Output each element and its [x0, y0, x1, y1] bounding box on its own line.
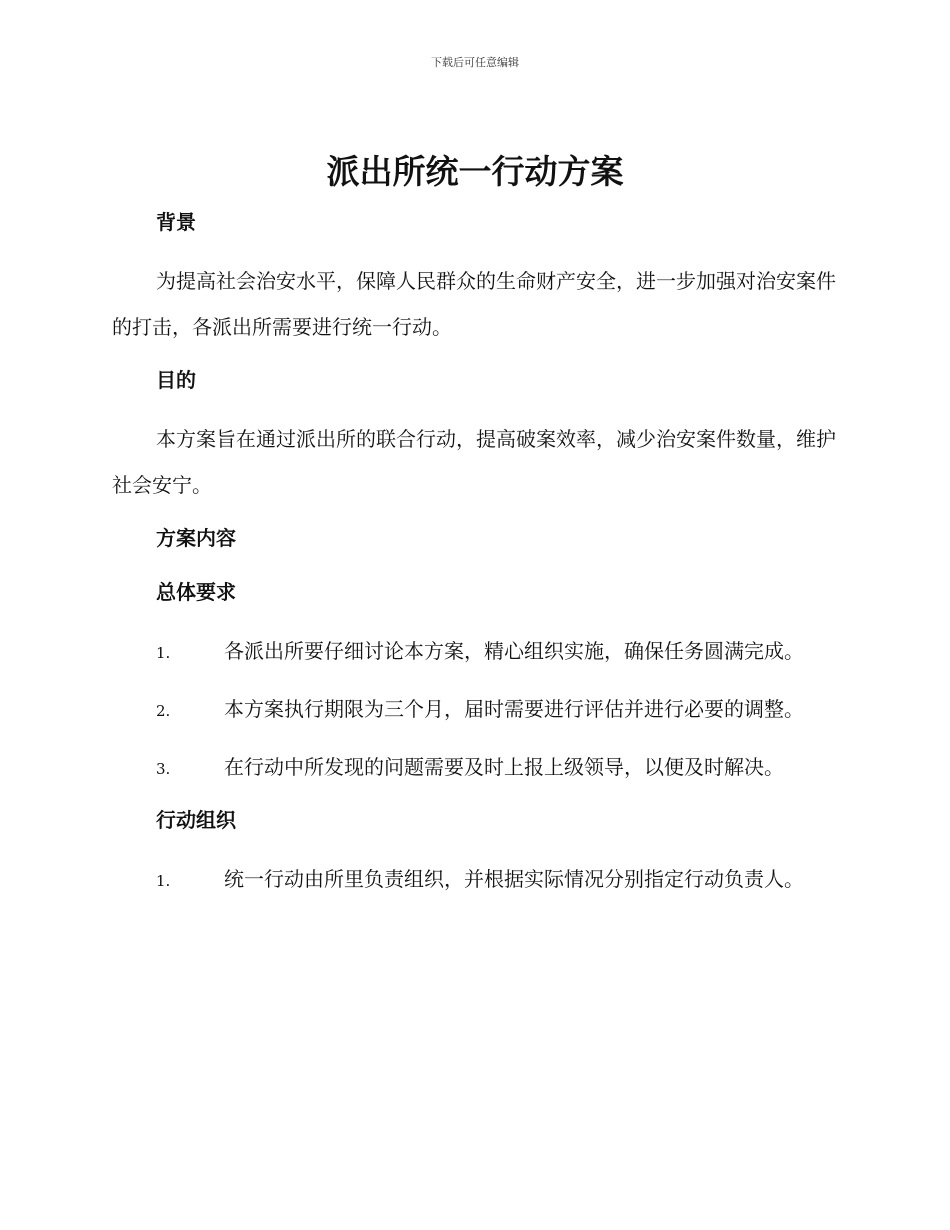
list-item-text: 在行动中所发现的问题需要及时上报上级领导，以便及时解决。: [224, 755, 784, 779]
list-item: [112, 856, 837, 904]
list-item-text: 本方案执行期限为三个月，届时需要进行评估并进行必要的调整。: [224, 697, 804, 721]
list-item-number: 3.: [156, 760, 171, 778]
list-item: [112, 744, 837, 792]
document-body: [112, 204, 837, 904]
list-item: [112, 686, 837, 734]
section-heading-plan-content: 方案内容: [156, 526, 236, 550]
section-heading-background: 背景: [156, 210, 196, 234]
document-title: 派出所统一行动方案: [326, 152, 624, 191]
section-heading-purpose: 目的: [156, 368, 196, 392]
section-heading-organization: 行动组织: [156, 808, 236, 832]
list-item-text: 统一行动由所里负责组织，并根据实际情况分别指定行动负责人。: [224, 867, 804, 891]
list-item-number: 2.: [156, 702, 171, 720]
background-paragraph: 为提高社会治安水平，保障人民群众的生命财产安全，进一步加强对治安案件的打击，各派出所需要进行统一行动。: [112, 269, 836, 339]
section-heading-general-requirements: 总体要求: [156, 580, 236, 604]
page-header-note: 下载后可任意编辑: [431, 56, 519, 69]
purpose-paragraph: 本方案旨在通过派出所的联合行动，提高破案效率，减少治安案件数量，维护社会安宁。: [112, 427, 836, 497]
list-item: [112, 628, 837, 676]
list-item-number: 1.: [156, 644, 171, 662]
list-item-text: 各派出所要仔细讨论本方案，精心组织实施，确保任务圆满完成。: [224, 639, 804, 663]
list-item-number: 1.: [156, 872, 171, 890]
